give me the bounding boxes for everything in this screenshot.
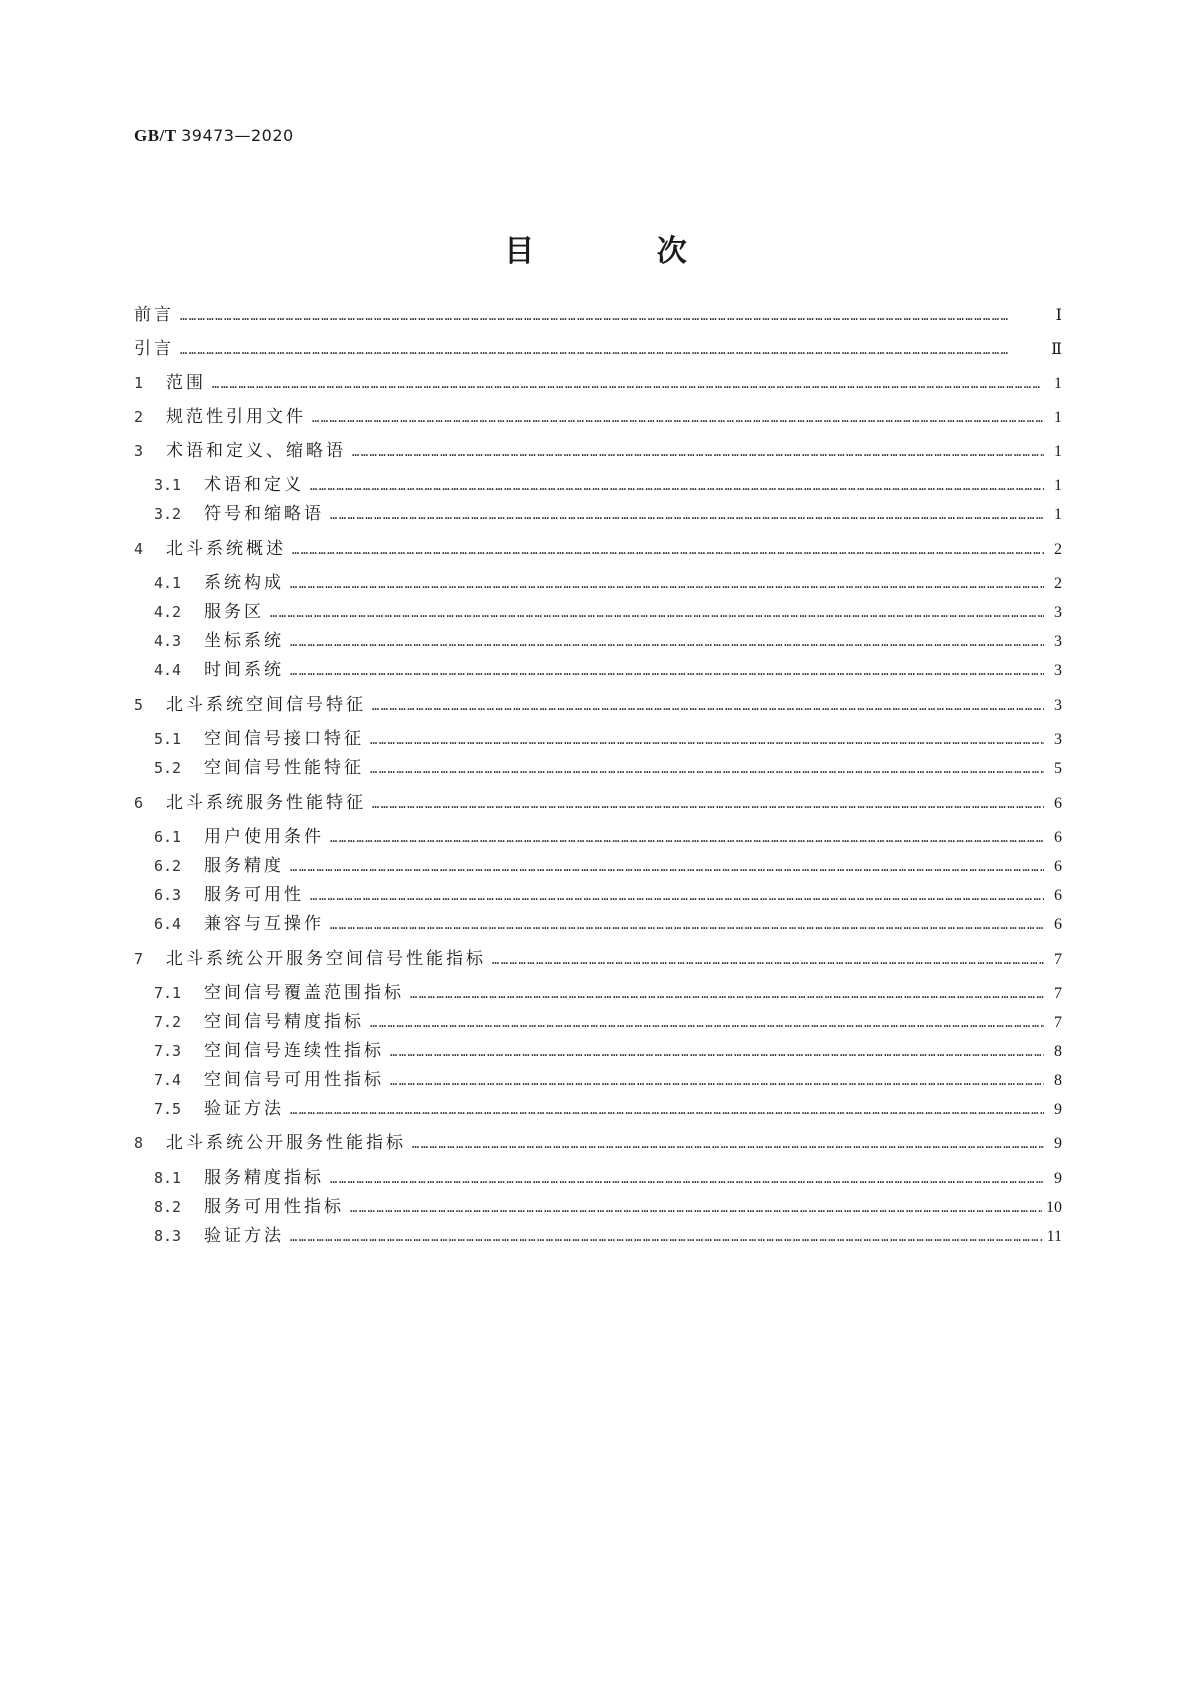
toc-entry-page: 9 xyxy=(1054,1101,1062,1118)
toc-entry-page: 2 xyxy=(1054,541,1062,558)
toc-entry-page: 5 xyxy=(1054,760,1062,777)
toc-entry-title: 北斗系统公开服务空间信号性能指标 xyxy=(166,949,486,969)
toc-dot-leader xyxy=(352,440,1044,464)
toc-entry-page: 3 xyxy=(1054,633,1062,650)
toc-entry[interactable] xyxy=(134,1010,1062,1034)
toc-entry-number: 7.5 xyxy=(154,1100,182,1118)
toc-entry-page: 10 xyxy=(1046,1199,1062,1216)
toc-entry-number: 6 xyxy=(134,794,144,812)
toc-entry[interactable] xyxy=(134,912,1062,936)
toc-entry-page: 1 xyxy=(1054,506,1062,523)
toc-dot-leader xyxy=(292,538,1044,562)
toc-entry-page: 1 xyxy=(1054,375,1062,392)
standard-code-number: 39473—2020 xyxy=(181,126,294,145)
toc-entry-page: 9 xyxy=(1054,1170,1062,1187)
toc-entry[interactable] xyxy=(134,405,1062,429)
toc-entry-title: 验证方法 xyxy=(204,1099,284,1119)
toc-entry-number: 4.2 xyxy=(154,603,182,621)
toc-entry-page: 3 xyxy=(1054,731,1062,748)
toc-entry-title: 规范性引用文件 xyxy=(166,407,306,427)
toc-entry[interactable] xyxy=(134,1131,1062,1155)
toc-dot-leader xyxy=(312,406,1044,430)
toc-entry-number: 1 xyxy=(134,374,144,392)
toc-entry-number: 2 xyxy=(134,408,144,426)
toc-entry-title: 坐标系统 xyxy=(204,631,284,651)
toc-entry[interactable] xyxy=(134,658,1062,682)
toc-entry-title: 空间信号连续性指标 xyxy=(204,1041,384,1061)
toc-entry-title: 时间系统 xyxy=(204,660,284,680)
toc-dot-leader xyxy=(180,304,1044,328)
toc-entry-title: 北斗系统公开服务性能指标 xyxy=(166,1133,406,1153)
toc-entry-title: 术语和定义、缩略语 xyxy=(166,441,346,461)
toc-entry-title: 系统构成 xyxy=(204,573,284,593)
toc-entry-number: 6.3 xyxy=(154,886,182,904)
toc-entry[interactable] xyxy=(134,571,1062,595)
toc-entry-number: 5 xyxy=(134,696,144,714)
toc-entry-page: 1 xyxy=(1054,443,1062,460)
toc-entry-title: 服务可用性 xyxy=(204,885,304,905)
toc-entry-number: 3.1 xyxy=(154,476,182,494)
toc-dot-leader xyxy=(412,1132,1044,1156)
toc-entry[interactable] xyxy=(134,629,1062,653)
toc-dot-leader xyxy=(330,503,1044,527)
toc-entry-number: 8 xyxy=(134,1134,144,1152)
toc-entry-page: 3 xyxy=(1054,662,1062,679)
toc-entry-title: 服务区 xyxy=(204,602,264,622)
toc-entry-page: 3 xyxy=(1054,604,1062,621)
toc-entry-title: 服务可用性指标 xyxy=(204,1197,344,1217)
toc-entry-title: 术语和定义 xyxy=(204,475,304,495)
toc-dot-leader xyxy=(390,1069,1044,1093)
toc-entry[interactable] xyxy=(134,791,1062,815)
toc-dot-leader xyxy=(330,913,1044,937)
toc-entry[interactable] xyxy=(134,537,1062,561)
toc-entry[interactable] xyxy=(134,337,1062,361)
toc-entry-number: 6.1 xyxy=(154,828,182,846)
toc-entry[interactable] xyxy=(134,693,1062,717)
toc-dot-leader xyxy=(330,826,1044,850)
toc-entry[interactable] xyxy=(134,1195,1062,1219)
toc-entry-page: Ⅰ xyxy=(1055,307,1062,324)
toc-entry[interactable] xyxy=(134,1097,1062,1121)
toc-entry-title: 空间信号接口特征 xyxy=(204,729,364,749)
toc-entry-number: 7.4 xyxy=(154,1071,182,1089)
toc-entry-number: 3.2 xyxy=(154,505,182,523)
toc-dot-leader xyxy=(330,1167,1044,1191)
toc-dot-leader xyxy=(492,948,1044,972)
toc-entry-number: 7.3 xyxy=(154,1042,182,1060)
toc-entry-page: 6 xyxy=(1054,858,1062,875)
toc-entry[interactable] xyxy=(134,1224,1062,1248)
toc-entry-title: 空间信号可用性指标 xyxy=(204,1070,384,1090)
toc-entry-number: 7.1 xyxy=(154,984,182,1002)
toc-entry[interactable] xyxy=(134,883,1062,907)
toc-entry-page: 9 xyxy=(1054,1135,1062,1152)
toc-entry[interactable] xyxy=(134,600,1062,624)
toc-entry[interactable] xyxy=(134,303,1062,327)
toc-dot-leader xyxy=(390,1040,1044,1064)
toc-entry-number: 3 xyxy=(134,442,144,460)
toc-dot-leader xyxy=(290,1225,1043,1249)
toc-entry-number: 6.2 xyxy=(154,857,182,875)
toc-entry-number: 8.2 xyxy=(154,1198,182,1216)
toc-entry-number: 4.1 xyxy=(154,574,182,592)
toc-entry[interactable] xyxy=(134,727,1062,751)
toc-entry[interactable] xyxy=(134,825,1062,849)
toc-entry[interactable] xyxy=(134,371,1062,395)
toc-dot-leader xyxy=(290,572,1044,596)
toc-entry-title: 符号和缩略语 xyxy=(204,504,324,524)
toc-entry-page: 6 xyxy=(1054,887,1062,904)
toc-entry-number: 5.2 xyxy=(154,759,182,777)
toc-entry-page: 7 xyxy=(1054,951,1062,968)
standard-code xyxy=(134,126,294,146)
toc-entry-page: Ⅱ xyxy=(1051,341,1062,358)
toc-dot-leader xyxy=(310,884,1044,908)
toc-dot-leader xyxy=(370,757,1044,781)
toc-entry-number: 6.4 xyxy=(154,915,182,933)
toc-dot-leader xyxy=(290,630,1044,654)
toc-entry-page: 1 xyxy=(1054,477,1062,494)
toc-entry[interactable] xyxy=(134,439,1062,463)
toc-entry[interactable] xyxy=(134,981,1062,1005)
toc-entry-page: 6 xyxy=(1054,829,1062,846)
toc-entry-title: 北斗系统空间信号特征 xyxy=(166,695,366,715)
toc-entry[interactable] xyxy=(134,473,1062,497)
toc-dot-leader xyxy=(290,1098,1044,1122)
toc-entry[interactable] xyxy=(134,1068,1062,1092)
toc-entry[interactable] xyxy=(134,854,1062,878)
toc-entry-page: 2 xyxy=(1054,575,1062,592)
toc-entry-title: 范围 xyxy=(166,373,206,393)
toc-entry-page: 6 xyxy=(1054,795,1062,812)
toc-entry[interactable] xyxy=(134,756,1062,780)
toc-dot-leader xyxy=(290,659,1044,683)
toc-dot-leader xyxy=(370,1011,1044,1035)
toc-title: 目 次 xyxy=(504,234,743,269)
toc-entry-number: 7 xyxy=(134,950,144,968)
toc-dot-leader xyxy=(372,694,1044,718)
toc-entry-page: 3 xyxy=(1054,697,1062,714)
toc-entry-title: 兼容与互操作 xyxy=(204,914,324,934)
toc-entry[interactable] xyxy=(134,1166,1062,1190)
toc-entry-title: 空间信号覆盖范围指标 xyxy=(204,983,404,1003)
toc-entry-page: 1 xyxy=(1054,409,1062,426)
toc-entry[interactable] xyxy=(134,502,1062,526)
toc-entry-number: 8.1 xyxy=(154,1169,182,1187)
toc-entry-title: 引言 xyxy=(134,339,174,359)
toc-entry-page: 8 xyxy=(1054,1072,1062,1089)
toc-dot-leader xyxy=(290,855,1044,879)
toc-dot-leader xyxy=(410,982,1044,1006)
toc-entry-title: 用户使用条件 xyxy=(204,827,324,847)
toc-entry-title: 北斗系统服务性能特征 xyxy=(166,793,366,813)
toc-entry-title: 服务精度指标 xyxy=(204,1168,324,1188)
toc-dot-leader xyxy=(180,338,1044,362)
toc-entry-number: 4.3 xyxy=(154,632,182,650)
toc-entry-number: 5.1 xyxy=(154,730,182,748)
toc-entry-title: 前言 xyxy=(134,305,174,325)
toc-entry[interactable] xyxy=(134,947,1062,971)
toc-entry[interactable] xyxy=(134,1039,1062,1063)
standard-code-prefix: GB/T xyxy=(134,126,177,145)
toc-entry-title: 空间信号性能特征 xyxy=(204,758,364,778)
toc-entry-title: 空间信号精度指标 xyxy=(204,1012,364,1032)
toc-entry-title: 验证方法 xyxy=(204,1226,284,1246)
toc-entry-title: 服务精度 xyxy=(204,856,284,876)
toc-entry-number: 7.2 xyxy=(154,1013,182,1031)
toc-dot-leader xyxy=(212,372,1044,396)
toc-entry-page: 6 xyxy=(1054,916,1062,933)
toc-entry-page: 8 xyxy=(1054,1043,1062,1060)
toc-entry-number: 8.3 xyxy=(154,1227,182,1245)
toc-entry-page: 7 xyxy=(1054,985,1062,1002)
toc-dot-leader xyxy=(310,474,1044,498)
toc-dot-leader xyxy=(270,601,1044,625)
toc-entry-page: 7 xyxy=(1054,1014,1062,1031)
toc-entry-title: 北斗系统概述 xyxy=(166,539,286,559)
toc-entry-page: 11 xyxy=(1046,1228,1062,1245)
toc-entry-number: 4 xyxy=(134,540,144,558)
toc-entry-number: 4.4 xyxy=(154,661,182,679)
toc-dot-leader xyxy=(370,728,1044,752)
toc-dot-leader xyxy=(372,792,1044,816)
toc-dot-leader xyxy=(350,1196,1042,1220)
